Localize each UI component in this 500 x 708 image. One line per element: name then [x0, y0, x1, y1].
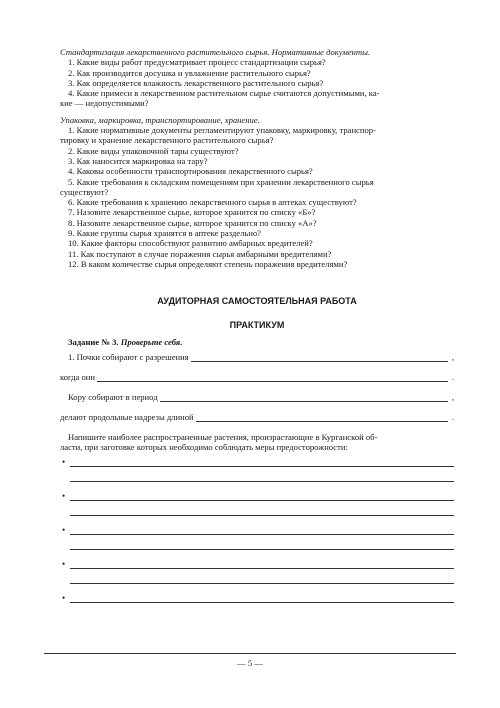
section2-item: 3. Как наносится маркировка на тару? — [68, 155, 208, 166]
section1-item: 1. Какие виды работ предусматривает процесс стандартизации сырья? — [68, 57, 326, 68]
section2-item: 5. Какие требования к складским помещениям при хранении лекарственного сырья — [68, 176, 374, 187]
section1-item: 4. Какие примеси в лекарственном растительном сырье считаются допустимыми, ка- — [68, 88, 380, 99]
answer-block — [60, 592, 454, 626]
heading-auditory-work: АУДИТОРНАЯ САМОСТОЯТЕЛЬНАЯ РАБОТА — [157, 296, 357, 307]
section2-item: 4. Каковы особенности транспортирования лекарственного сырья? — [68, 166, 313, 177]
answer-line[interactable] — [70, 568, 454, 569]
fill-blank-prompt: 1. Почки собирают с разрешения — [68, 351, 189, 362]
section2-item: тировку и хранение лекарственного растительного сырья? — [60, 135, 274, 146]
fill-blank-prompt: Кору собирают в период — [68, 391, 158, 402]
answer-block — [60, 524, 454, 558]
section2-item: 8. Назовите лекарственное сырье, которое хранится по списку «А»? — [68, 217, 317, 228]
section2-item: существуют? — [60, 186, 109, 197]
fill-blank-punct: , — [451, 351, 454, 362]
fill-blank-row-2 — [60, 368, 454, 388]
bullet-icon: • — [62, 559, 66, 570]
heading-practicum: ПРАКТИКУМ — [229, 320, 285, 331]
question-text: Напишите наиболее распространенные растения, произрастающие в Курганской об- — [68, 431, 378, 442]
section2-item: 9. Какие группы сырья хранятся в аптеке раздельно? — [68, 228, 261, 239]
task-instruction: Проверьте себя. — [120, 337, 183, 348]
bullet-icon: • — [62, 457, 66, 468]
fill-blank-prompt: делают продольные надрезы длиной — [60, 411, 194, 422]
answer-block — [60, 490, 454, 524]
section2-item: 11. Как поступают в случае поражения сырья амбарными вредителями? — [68, 248, 332, 259]
section2-item: 6. Какие требования к хранению лекарственного сырья в аптеках существуют? — [68, 197, 357, 208]
section2-title: Упаковка, маркировка, транспортирование, хранение. — [60, 114, 260, 125]
task-label: Задание № 3. — [68, 337, 119, 348]
answer-line[interactable] — [70, 500, 454, 501]
section2-item: 10. Какие факторы способствуют развитию амбарных вредителей? — [68, 238, 313, 249]
fill-blank-row-4 — [60, 408, 454, 428]
fill-blank-prompt: когда они — [60, 371, 95, 382]
page-content — [60, 47, 454, 626]
fill-blank-punct: . — [451, 411, 454, 422]
bullet-icon: • — [62, 525, 66, 536]
answer-block — [60, 456, 454, 490]
answer-line[interactable] — [70, 602, 454, 603]
answer-line[interactable] — [70, 583, 454, 584]
fill-blank-row-3 — [60, 388, 454, 408]
section1-title: Стандартизация лекарственного растительного сырья. Нормативные документы. — [60, 47, 371, 57]
section2-item: 12. В каком количестве сырья определяют степень поражения вредителями? — [68, 258, 348, 269]
question-text-continuation: ласти, при заготовке которых необходимо соблюдать меры предосторожности: — [60, 441, 348, 452]
answer-line[interactable] — [70, 534, 454, 535]
answer-line[interactable] — [70, 466, 454, 467]
section2-item: 2. Какие виды упаковочной тары существуют? — [68, 145, 239, 156]
answer-line[interactable] — [70, 481, 454, 482]
fill-blank-punct: . — [451, 371, 454, 382]
page-number: — 5 — — [237, 658, 263, 668]
fill-blank-punct: , — [451, 391, 454, 402]
section2-list — [60, 125, 454, 269]
footer-divider — [44, 653, 456, 654]
section1-item: 3. Как определяется влажность лекарственного растительного сырья? — [68, 77, 324, 88]
section1-item: 2. Как производится досушка и увлажнение растительного сырья? — [68, 67, 311, 78]
section2-item: 7. Назовите лекарственное сырье, которое хранится по списку «Б»? — [68, 207, 316, 218]
bullet-icon: • — [62, 593, 66, 604]
bullet-icon: • — [62, 491, 66, 502]
answer-line[interactable] — [70, 515, 454, 516]
answer-block — [60, 558, 454, 592]
answer-line[interactable] — [70, 549, 454, 550]
fill-blank-row-1 — [60, 348, 454, 368]
section2-item: 1. Какие нормативные документы регламентируют упаковку, маркировку, транспор- — [68, 125, 376, 136]
section1-item-continuation: кие — недопустимыми? — [60, 98, 149, 109]
task-header — [60, 337, 454, 347]
